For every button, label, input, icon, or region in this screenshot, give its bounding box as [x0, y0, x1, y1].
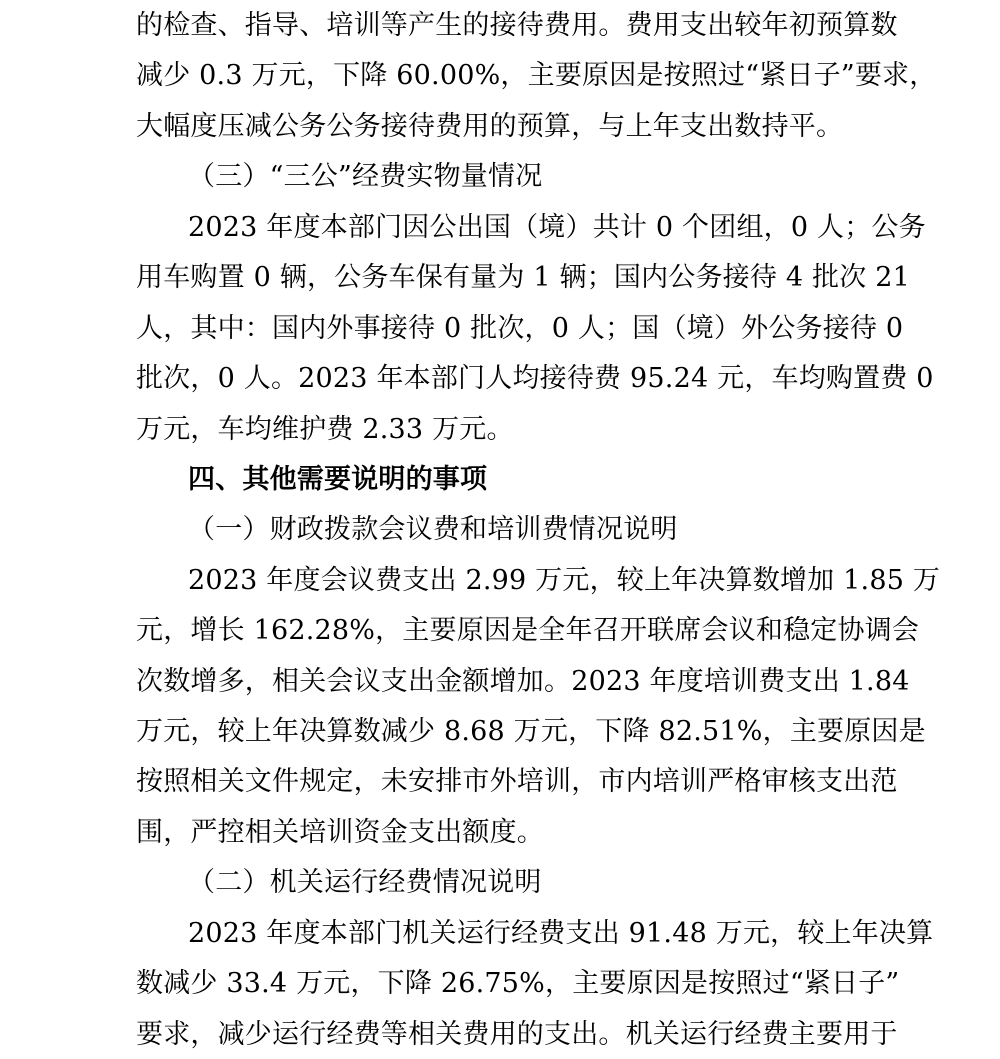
paragraph-line: 元，增长 162.28%，主要原因是全年召开联席会议和稳定协调会: [136, 615, 920, 646]
paragraph-line: 按照相关文件规定，未安排市外培训，市内培训严格审核支出范: [136, 766, 898, 797]
paragraph-line: 2023 年度会议费支出 2.99 万元，较上年决算数增加 1.85 万: [188, 565, 941, 596]
paragraph-line: 数减少 33.4 万元，下降 26.75%，主要原因是按照过“紧日子”: [136, 968, 900, 999]
paragraph-line: 大幅度压减公务公务接待费用的预算，与上年支出数持平。: [136, 111, 844, 142]
paragraph-line: 人，其中：国内外事接待 0 批次，0 人；国（境）外公务接待 0: [136, 313, 904, 344]
subsection-heading: （二）机关运行经费情况说明: [188, 867, 542, 898]
paragraph-line: 次数增多，相关会议支出金额增加。2023 年度培训费支出 1.84: [136, 666, 910, 697]
paragraph-line: 2023 年度本部门因公出国（境）共计 0 个团组，0 人；公务: [188, 212, 926, 243]
paragraph-line: 2023 年度本部门机关运行经费支出 91.48 万元，较上年决算: [188, 918, 934, 949]
paragraph-line: 围，严控相关培训资金支出额度。: [136, 817, 544, 848]
paragraph-line: 减少 0.3 万元，下降 60.00%，主要原因是按照过“紧日子”要求，: [136, 60, 937, 91]
paragraph-line: 要求，减少运行经费等相关费用的支出。机关运行经费主要用于: [136, 1019, 898, 1050]
paragraph-line: 批次，0 人。2023 年本部门人均接待费 95.24 元，车均购置费 0: [136, 363, 934, 394]
paragraph-line: 万元，车均维护费 2.33 万元。: [136, 414, 514, 445]
subsection-heading: （一）财政拨款会议费和培训费情况说明: [188, 514, 678, 545]
paragraph-line: 万元，较上年决算数减少 8.68 万元，下降 82.51%，主要原因是: [136, 716, 926, 747]
paragraph-line: 用车购置 0 辆，公务车保有量为 1 辆；国内公务接待 4 批次 21: [136, 262, 910, 293]
paragraph-line: 的检查、指导、培训等产生的接待费用。费用支出较年初预算数: [136, 10, 898, 41]
section-heading: 四、其他需要说明的事项: [188, 464, 488, 495]
subsection-heading: （三）“三公”经费实物量情况: [188, 161, 543, 192]
